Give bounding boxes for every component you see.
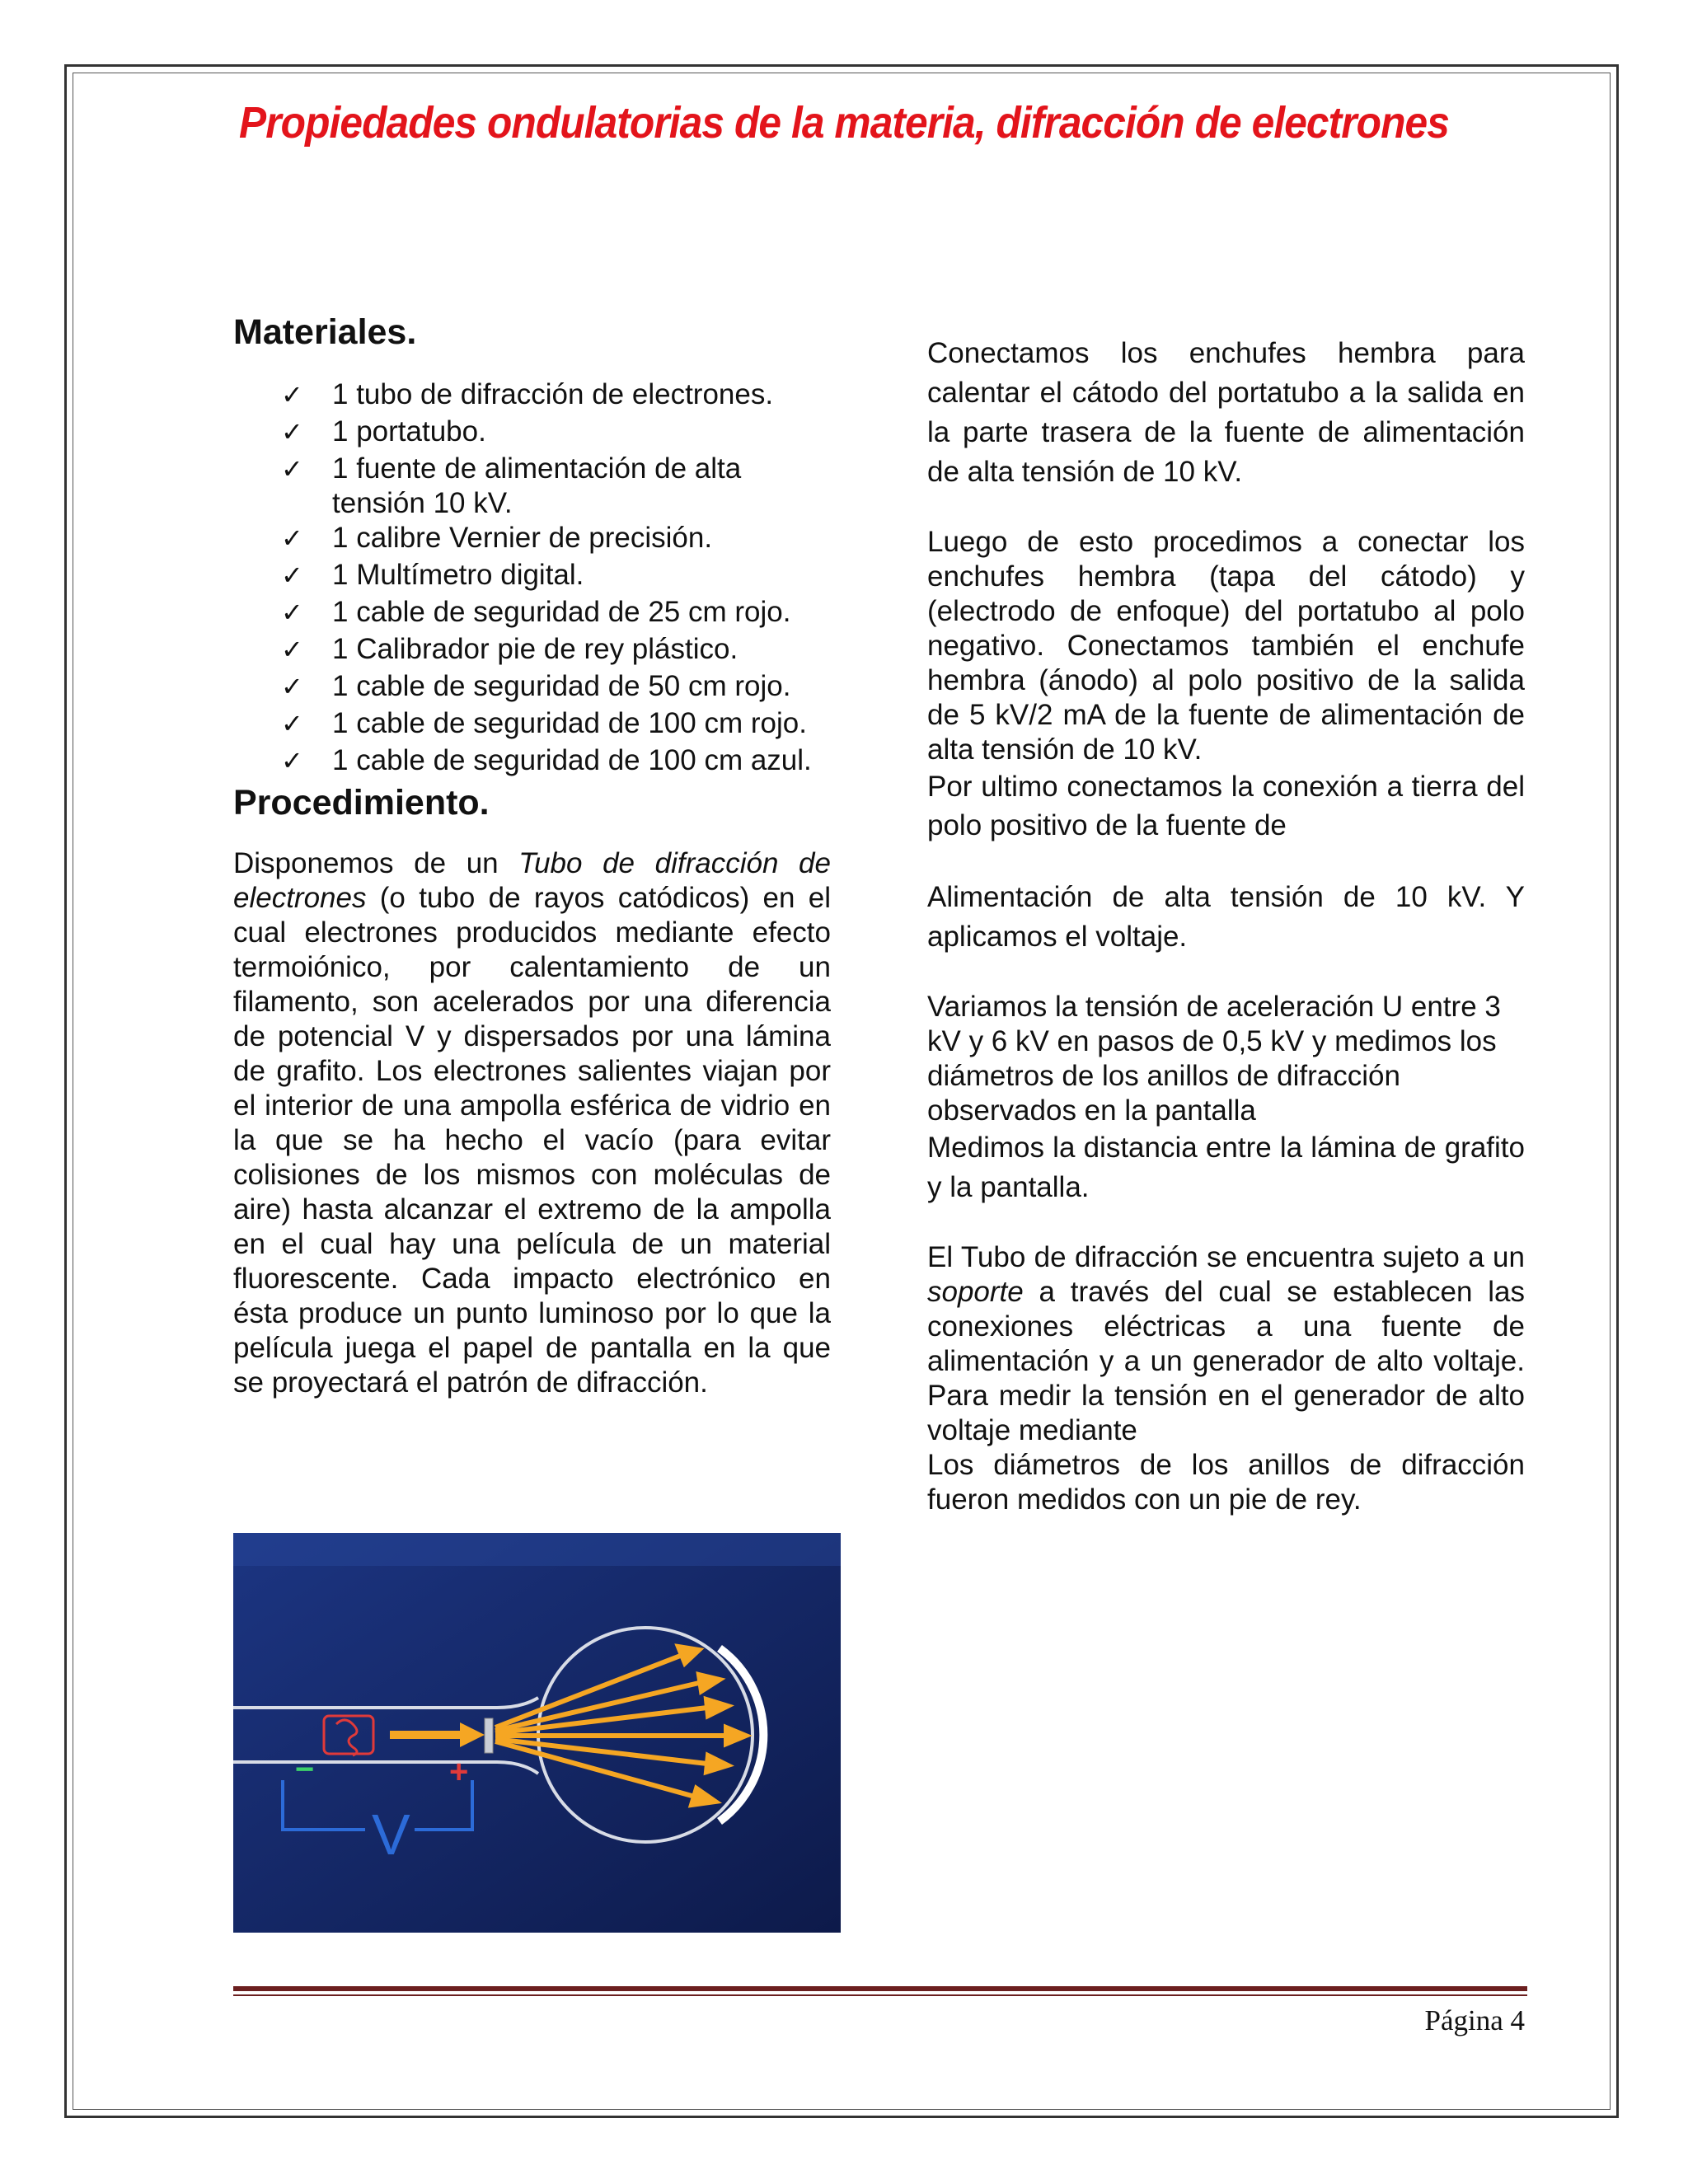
check-icon: ✓: [281, 560, 303, 591]
procedure-paragraph: Disponemos de un Tubo de difracción de electrones (o tubo de rayos catódicos) en el cual electrones producidos mediante efecto termoiónico, por calentamiento de un filamento, son acelerados por una diferencia de potencial V y dispersados por una lámina de grafito. Los electrones salientes viajan por el interior de una ampolla esférica de vidrio en la que se ha hecho el vacío (para evitar colisiones de los mismos con moléculas de aire) hasta alcanzar el extremo de la ampolla en el cual hay una película de un material fluorescente. Cada impacto electrónico en ésta produce un punto luminoso por lo que la película juega el papel de pantalla en la que se proyectará el patrón de difracción.: [233, 847, 831, 1399]
electron-tube-svg: [233, 1533, 841, 1933]
procedure-heading: Procedimiento.: [233, 783, 490, 823]
list-item: ✓ 1 Multímetro digital.: [281, 559, 584, 591]
left-column: [233, 312, 831, 1400]
list-item: ✓ 1 cable de seguridad de 50 cm rojo.: [281, 670, 791, 702]
paragraph: Conectamos los enchufes hembra para calentar el cátodo del portatubo a la salida en la parte trasera de la fuente de alimentación de alta tensión de 10 kV.: [927, 337, 1525, 488]
paragraph: Los diámetros de los anillos de difracción fueron medidos con un pie de rey.: [927, 1449, 1525, 1516]
check-icon: ✓: [281, 523, 303, 554]
footer-rule: [233, 1986, 1527, 1991]
list-item: ✓ 1 fuente de alimentación de alta tensión 10 kV.: [281, 452, 742, 519]
paragraph: Por ultimo conectamos la conexión a tierra del polo positivo de la fuente de: [927, 771, 1525, 841]
paragraph: Medimos la distancia entre la lámina de grafito y la pantalla.: [927, 1132, 1525, 1203]
paragraph: Variamos la tensión de aceleración U entre 3 kV y 6 kV en pasos de 0,5 kV y medimos los diámetros de los anillos de difracción observados en la pantalla: [927, 991, 1501, 1127]
check-icon: ✓: [281, 597, 303, 628]
check-icon: ✓: [281, 708, 303, 739]
page-title: Propiedades ondulatorias de la materia, difracción de electrones: [239, 98, 1449, 148]
check-icon: ✓: [281, 745, 303, 776]
paragraph: Luego de esto procedimos a conectar los enchufes hembra (tapa del cátodo) y (electrodo de enfoque) del portatubo al polo negativo. Conectamos también el enchufe hembra (ánodo) al polo positivo de la salida de 5 kV/2 mA de la fuente de alimentación de alta tensión de 10 kV.: [927, 526, 1525, 766]
list-item: ✓ 1 cable de seguridad de 100 cm azul.: [281, 744, 812, 776]
list-item: ✓ 1 portatubo.: [281, 415, 486, 448]
list-item: ✓ 1 tubo de difracción de electrones.: [281, 378, 774, 410]
minus-sign: −: [295, 1751, 315, 1788]
list-item: ✓ 1 cable de seguridad de 100 cm rojo.: [281, 707, 807, 739]
materials-list: [233, 377, 831, 780]
check-icon: ✓: [281, 453, 303, 485]
check-icon: ✓: [281, 416, 303, 448]
list-item: ✓ 1 calibre Vernier de precisión.: [281, 522, 713, 554]
check-icon: ✓: [281, 379, 303, 410]
voltage-label: V: [372, 1802, 410, 1867]
paragraph: Alimentación de alta tensión de 10 kV. Y aplicamos el voltaje.: [927, 881, 1525, 953]
plus-sign: +: [449, 1754, 469, 1790]
paragraph: El Tubo de difracción se encuentra sujeto a un soporte a través del cual se establecen las conexiones eléctricas a una fuente de alimentación y a un generador de alto voltaje. Para medir la tensión en el generador de alto voltaje mediante: [927, 1241, 1525, 1446]
graphite-foil: [485, 1718, 493, 1753]
check-icon: ✓: [281, 671, 303, 702]
electron-tube-diagram: [233, 1533, 841, 1933]
list-item: ✓ 1 Calibrador pie de rey plástico.: [281, 633, 738, 665]
page-number: Página 4: [1424, 2004, 1525, 2036]
footer-rule-thin: [233, 1994, 1527, 1996]
list-item: ✓ 1 cable de seguridad de 25 cm rojo.: [281, 596, 791, 628]
right-column: [927, 334, 1525, 1517]
check-icon: ✓: [281, 634, 303, 665]
materials-heading: Materiales.: [233, 312, 417, 352]
